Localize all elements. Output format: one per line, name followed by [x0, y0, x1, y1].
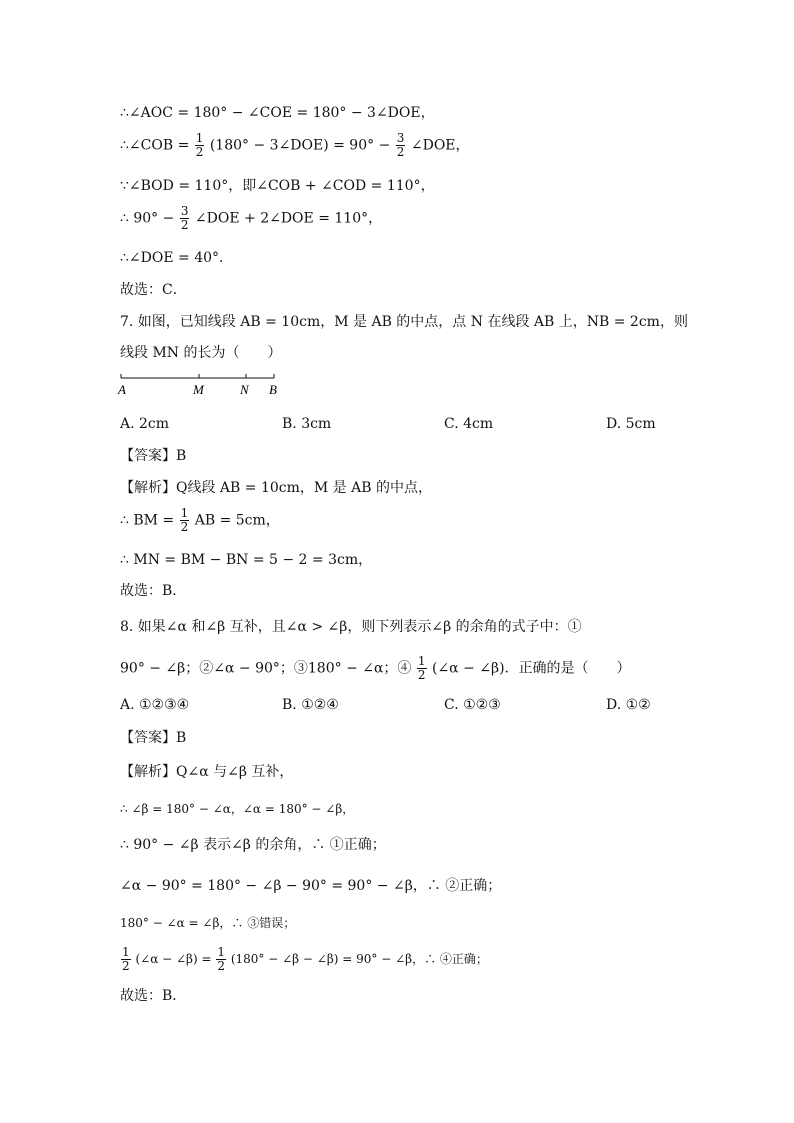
fraction-half [121, 946, 131, 973]
q7-explanation-2-a: ∴ BM = [120, 512, 175, 529]
step-line-2-c: ∠DOE， [410, 137, 470, 154]
denominator: 2 [180, 218, 189, 232]
question-8-text-2 [120, 655, 631, 682]
numerator: 1 [122, 945, 130, 959]
q8-option-d: D. ①② [606, 697, 651, 713]
q7-option-c: C. 4cm [444, 416, 494, 432]
fraction-three-halves [396, 132, 406, 159]
numerator: 3 [396, 131, 405, 145]
step-line-5: ∴∠DOE = 40°． [120, 250, 234, 266]
answer-choice-q6: 故选：C． [120, 282, 187, 298]
q8-explanation-6 [120, 946, 488, 973]
denominator: 2 [217, 959, 226, 973]
q8-explanation-1: 【解析】Q∠α 与∠β 互补， [120, 764, 294, 780]
step-line-4 [120, 205, 382, 232]
step-line-3: ∵∠BOD = 110°，即∠COB + ∠COD = 110°， [120, 178, 435, 194]
q8-option-b: B. ①②④ [282, 697, 339, 713]
numerator: 3 [180, 204, 189, 218]
denominator: 2 [122, 959, 130, 973]
numerator: 1 [217, 945, 226, 959]
fraction-half [195, 132, 205, 159]
q8-explanation-4: ∠α − 90° = 180° − ∠β − 90° = 90° − ∠β，∴ ②正确； [120, 878, 502, 894]
q7-option-a: A. 2cm [120, 416, 170, 432]
fraction-half [216, 946, 226, 973]
step-line-4-a: ∴ 90° − [120, 210, 175, 227]
q7-explanation-1: 【解析】Q线段 AB = 10cm，M 是 AB 的中点， [120, 480, 432, 496]
numerator: 1 [195, 131, 204, 145]
q7-option-b: B. 3cm [282, 416, 332, 432]
q8-explanation-3: ∴ 90° − ∠β 表示∠β 的余角，∴ ①正确； [120, 837, 386, 853]
step-line-2-b: (180° − 3∠DOE) = 90° − [209, 137, 391, 154]
q8-answer: 【答案】B [120, 730, 187, 746]
q8-explanation-2: ∴ ∠β = 180° − ∠α，∠α = 180° − ∠β， [120, 802, 355, 816]
question-7-text-1: 7. 如图，已知线段 AB = 10cm，M 是 AB 的中点，点 N 在线段 AB 上，NB = 2cm，则 [120, 314, 688, 330]
q8-explanation-6-b: (180° − ∠β − ∠β) = 90° − ∠β，∴ ④正确； [230, 952, 488, 966]
denominator: 2 [396, 145, 405, 159]
q7-final: 故选：B． [120, 583, 187, 599]
segment-figure [116, 370, 286, 398]
fraction-three-halves [180, 205, 190, 232]
denominator: 2 [180, 520, 189, 534]
step-line-2-a: ∴∠COB = [120, 137, 190, 154]
q7-explanation-3: ∴ MN = BM − BN = 5 − 2 = 3cm， [120, 552, 373, 568]
fraction-half [417, 655, 427, 682]
q8-option-a: A. ①②③④ [120, 697, 190, 713]
q7-option-d: D. 5cm [606, 416, 656, 432]
point-label-b: B [269, 382, 277, 397]
point-label-n: N [240, 382, 249, 397]
step-line-1: ∴∠AOC = 180° − ∠COE = 180° − 3∠DOE， [120, 105, 435, 121]
point-label-a: A [118, 382, 126, 397]
q8-explanation-5: 180° − ∠α = ∠β，∴ ③错误； [120, 916, 296, 930]
denominator: 2 [195, 145, 204, 159]
denominator: 2 [417, 668, 426, 682]
numerator: 1 [417, 654, 426, 668]
q8-explanation-6-a: (∠α − ∠β) = [135, 952, 212, 966]
q8-option-c: C. ①②③ [444, 697, 501, 713]
step-line-4-b: ∠DOE + 2∠DOE = 110°， [194, 210, 383, 227]
question-8-text-2-b: (∠α − ∠β)．正确的是（ ） [431, 660, 631, 677]
q7-answer: 【答案】B [120, 448, 187, 464]
question-7-text-2: 线段 MN 的长为（ ） [120, 345, 282, 361]
question-8-text-2-a: 90° − ∠β；②∠α − 90°；③180° − ∠α；④ [120, 660, 412, 677]
fraction-half [180, 507, 190, 534]
numerator: 1 [180, 506, 189, 520]
question-8-text-1: 8. 如果∠α 和∠β 互补，且∠α > ∠β，则下列表示∠β 的余角的式子中：① [120, 619, 582, 635]
q8-final: 故选：B． [120, 988, 187, 1004]
q7-explanation-2-b: AB = 5cm， [194, 512, 280, 529]
step-line-2 [120, 132, 470, 159]
point-label-m: M [193, 382, 204, 397]
q7-explanation-2 [120, 507, 280, 534]
